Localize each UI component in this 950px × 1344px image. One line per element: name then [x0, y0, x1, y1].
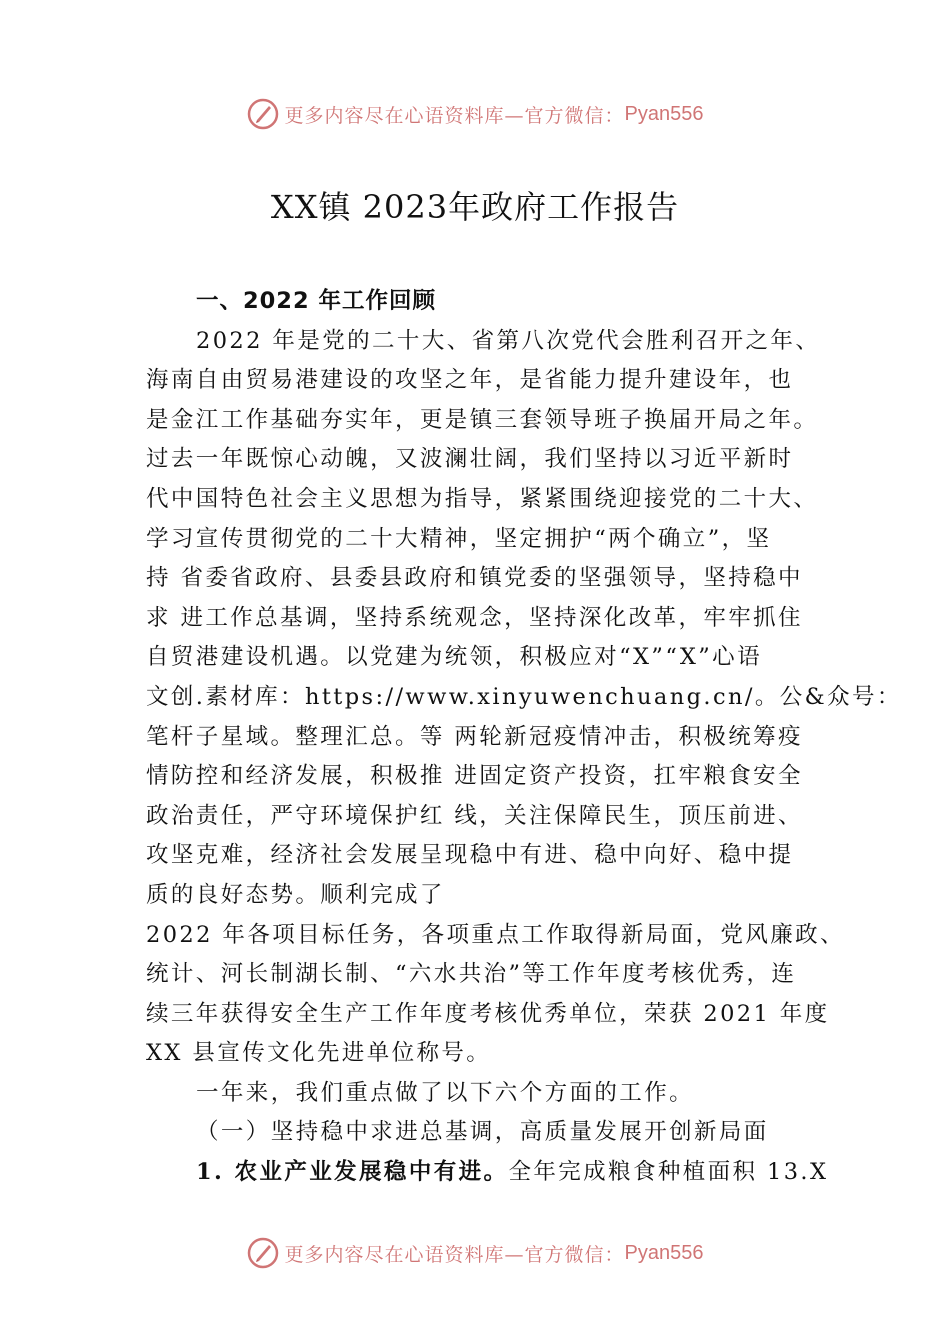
subheading: （一）坚持稳中求进总基调，高质量发展开创新局面	[196, 1119, 769, 1146]
text-line: 是金江工作基础夯实年，更是镇三套领导班子换届开局之年。	[146, 406, 819, 433]
text-line: 2022 年各项目标任务，各项重点工作取得新局面，党风廉政、	[146, 921, 845, 948]
text-line: 质的良好态势。顺利完成了	[146, 881, 445, 908]
text-line: 续三年获得安全生产工作年度考核优秀单位，荣获 2021 年度	[146, 1000, 830, 1027]
paragraph-results	[146, 916, 845, 1074]
text-line: 攻坚克难，经济社会发展呈现稳中有进、稳中向好、稳中提	[146, 842, 794, 869]
text-line: 海南自由贸易港建设的攻坚之年，是省能力提升建设年，也	[146, 367, 794, 394]
banner-text: 更多内容尽在心语资料库—官方微信：	[284, 104, 625, 127]
list-item-text: 全年完成粮食种植面积 13.X	[508, 1159, 829, 1186]
text-line: 情防控和经济发展，积极推 进固定资产投资，扛牢粮食安全	[146, 763, 803, 790]
list-item	[146, 1153, 829, 1193]
text-line: 文创.素材库：https://www.xinyuwenchuang.cn/。公&众号：	[146, 683, 902, 710]
text-line: XX 县宣传文化先进单位称号。	[146, 1040, 492, 1067]
list-item-title: 1. 农业产业发展稳中有进。	[196, 1159, 509, 1186]
quill-logo-icon	[247, 1237, 279, 1269]
banner-text: 更多内容尽在心语资料库—官方微信：	[284, 1243, 625, 1266]
banner-handle: Pyan556	[624, 1241, 704, 1264]
quill-logo-icon	[247, 98, 279, 130]
text-line: 2022 年是党的二十大、省第八次党代会胜利召开之年、	[196, 327, 821, 354]
banner-handle: Pyan556	[624, 102, 704, 125]
text-line: 代中国特色社会主义思想为指导，紧紧围绕迎接党的二十大、	[146, 485, 819, 512]
text-line: 自贸港建设机遇。以党建为统领，积极应对“X”“X”心语	[146, 644, 762, 671]
section-heading: 一、2022 年工作回顾	[196, 288, 436, 314]
document-title: XX镇 2023年政府工作报告	[270, 188, 680, 226]
text-line: 学习宣传贯彻党的二十大精神，坚定拥护“两个确立”，坚	[146, 525, 772, 552]
text-line: 过去一年既惊心动魄，又波澜壮阔，我们坚持以习近平新时	[146, 446, 794, 473]
document-body	[146, 282, 902, 1193]
header-banner	[0, 94, 950, 134]
text-line: 笔杆子星域。整理汇总。等 两轮新冠疫情冲击，积极统筹疫	[146, 723, 803, 750]
text-line: 持 省委省政府、县委县政府和镇党委的坚强领导，坚持稳中	[146, 565, 803, 592]
paragraph-summary: 一年来，我们重点做了以下六个方面的工作。	[196, 1079, 695, 1106]
text-line: 政治责任，严守环境保护红 线，关注保障民生，顶压前进、	[146, 802, 803, 829]
text-line: 求 进工作总基调，坚持系统观念，坚持深化改革，牢牢抓住	[146, 604, 803, 631]
text-line: 统计、河长制湖长制、“六水共治”等工作年度考核优秀，连	[146, 961, 797, 988]
footer-banner	[0, 1233, 950, 1273]
paragraph-review	[146, 322, 902, 916]
